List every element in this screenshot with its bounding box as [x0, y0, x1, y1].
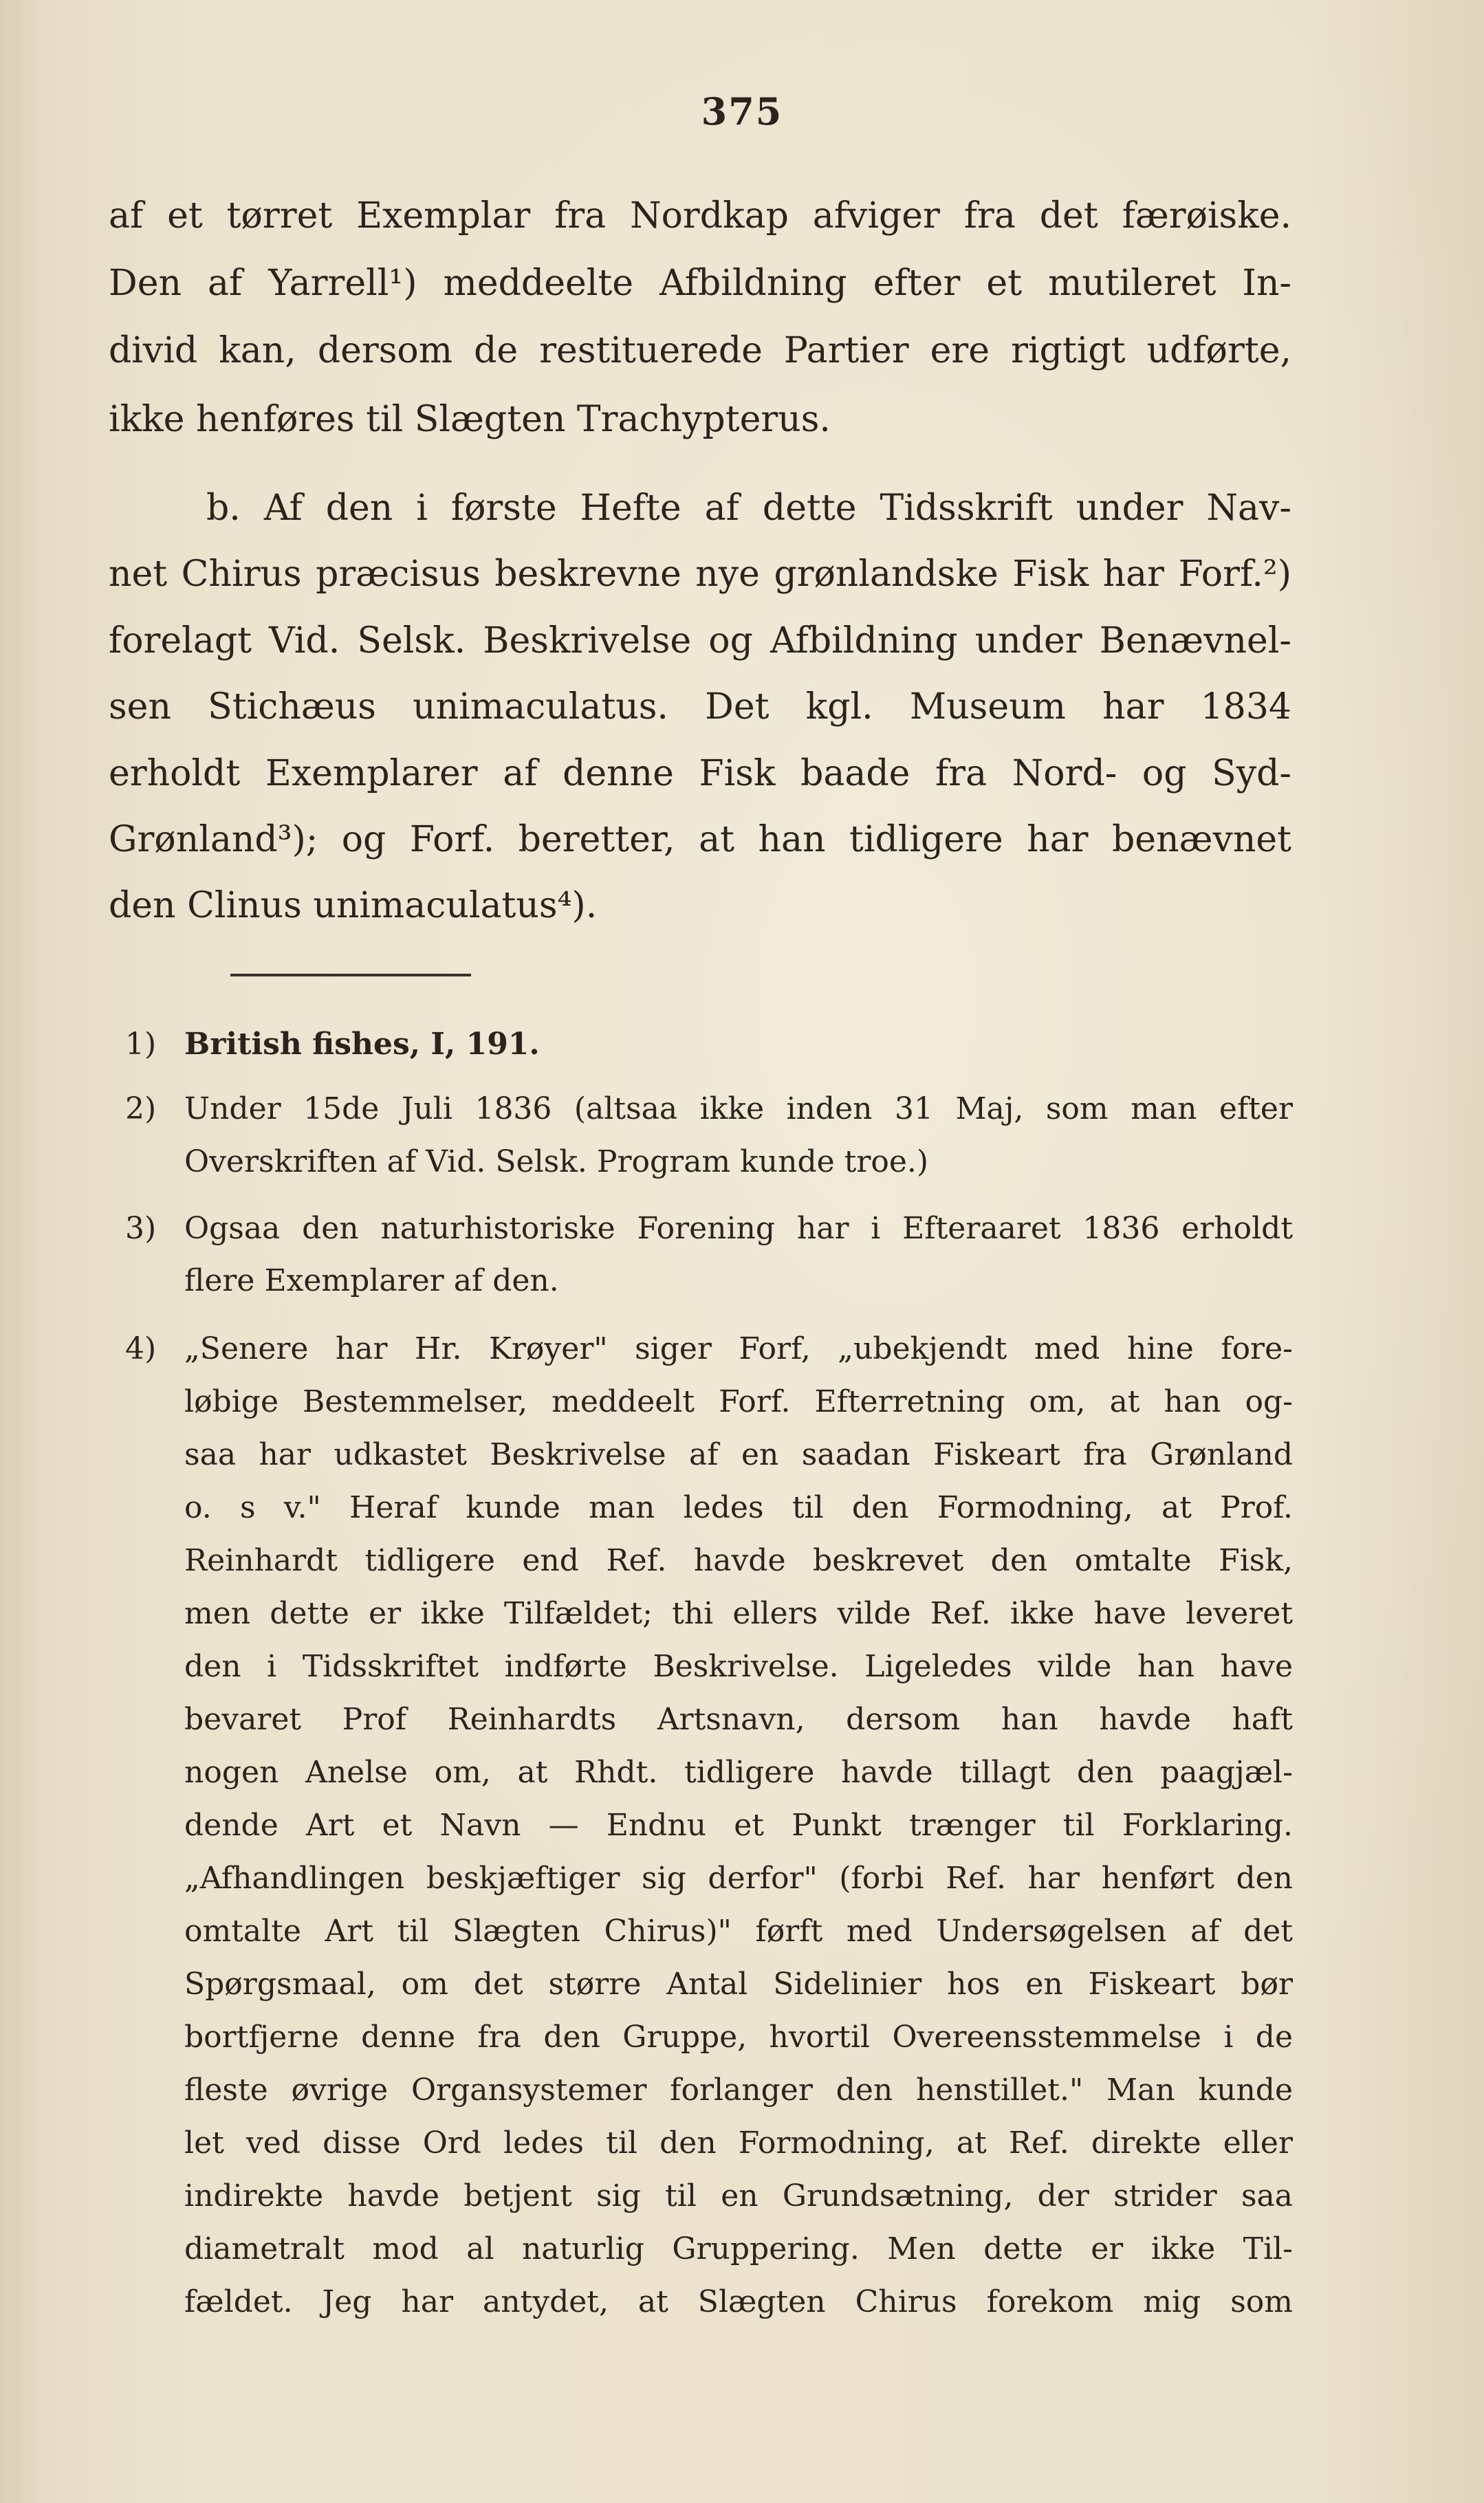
- paragraph-line: erholdt Exemplarer af denne Fisk baade fra Nord- og Syd-: [109, 753, 1291, 794]
- footnote-line: men dette er ikke Tilfældet; thi ellers vilde Ref. ikke have leveret: [184, 1596, 1293, 1631]
- footnote-line: Overskriften af Vid. Selsk. Program kunde troe.): [184, 1144, 929, 1179]
- footnote-line: Under 15de Juli 1836 (altsaa ikke inden 31 Maj, som man efter: [184, 1091, 1293, 1126]
- paragraph-line: divid kan, dersom de restituerede Partier ere rigtigt udførte,: [109, 330, 1291, 371]
- footnote-line: dende Art et Navn — Endnu et Punkt trænger til Forklaring.: [184, 1808, 1293, 1843]
- footnote-line: British fishes, I, 191.: [184, 1027, 540, 1062]
- footnote-line: flere Exemplarer af den.: [184, 1263, 559, 1298]
- paragraph-line: b. Af den i første Hefte af dette Tidsskrift under Nav-: [206, 488, 1291, 529]
- footnote-line: nogen Anelse om, at Rhdt. tidligere havde tillagt den paagjæl-: [184, 1755, 1293, 1790]
- footnote-line: let ved disse Ord ledes til den Formodning, at Ref. direkte eller: [184, 2125, 1293, 2161]
- paragraph-line: af et tørret Exemplar fra Nordkap afviger fra det færøiske.: [109, 195, 1291, 237]
- footnote-divider: [230, 974, 471, 976]
- paragraph-line: Grønland³); og Forf. beretter, at han tidligere har benævnet: [109, 819, 1291, 860]
- footnote-line: den i Tidsskriftet indførte Beskrivelse. Ligeledes vilde han have: [184, 1649, 1293, 1684]
- footnote-line: fældet. Jeg har antydet, at Slægten Chirus forekom mig som: [184, 2284, 1293, 2319]
- footnote-line: løbige Bestemmelser, meddeelt Forf. Efterretning om, at han og-: [184, 1384, 1293, 1419]
- footnote-line: saa har udkastet Beskrivelse af en saadan Fiskeart fra Grønland: [184, 1437, 1293, 1472]
- page-number: 375: [701, 89, 783, 133]
- footnote-line: Ogsaa den naturhistoriske Forening har i Efteraaret 1836 erholdt: [184, 1211, 1293, 1246]
- footnote-line: „Afhandlingen beskjæftiger sig derfor" (forbi Ref. har henført den: [184, 1861, 1293, 1896]
- footnote-line: diametralt mod al naturlig Gruppering. Men dette er ikke Til-: [184, 2231, 1293, 2266]
- footnote-line: „Senere har Hr. Krøyer" siger Forf, „ubekjendt med hine fore-: [184, 1331, 1293, 1366]
- footnote-marker: 3): [125, 1211, 157, 1246]
- paragraph-line: den Clinus unimaculatus⁴).: [109, 885, 598, 926]
- footnote-line: fleste øvrige Organsystemer forlanger den henstillet." Man kunde: [184, 2073, 1293, 2108]
- footnote-marker: 1): [125, 1027, 157, 1062]
- footnote-marker: 2): [125, 1091, 157, 1126]
- footnote-line: Spørgsmaal, om det større Antal Sidelinier hos en Fiskeart bør: [184, 1967, 1293, 2002]
- paragraph-line: Den af Yarrell¹) meddeelte Afbildning efter et mutileret In-: [109, 263, 1291, 304]
- paragraph-line: ikke henføres til Slægten Trachypterus.: [109, 399, 831, 440]
- footnote-line: bevaret Prof Reinhardts Artsnavn, dersom han havde haft: [184, 1702, 1293, 1737]
- paragraph-line: forelagt Vid. Selsk. Beskrivelse og Afbildning under Benævnel-: [109, 620, 1291, 662]
- footnote-line: o. s v." Heraf kunde man ledes til den Formodning, at Prof.: [184, 1490, 1293, 1525]
- footnote-marker: 4): [125, 1331, 157, 1366]
- paragraph-line: net Chirus præcisus beskrevne nye grønlandske Fisk har Forf.²): [109, 554, 1291, 595]
- footnote-line: omtalte Art til Slægten Chirus)" førft med Undersøgelsen af det: [184, 1914, 1293, 1949]
- footnote-line: Reinhardt tidligere end Ref. havde beskrevet den omtalte Fisk,: [184, 1543, 1293, 1578]
- footnote-line: bortfjerne denne fra den Gruppe, hvortil Overeensstemmelse i de: [184, 2020, 1293, 2055]
- paragraph-line: sen Stichæus unimaculatus. Det kgl. Museum har 1834: [109, 686, 1291, 728]
- footnote-line: indirekte havde betjent sig til en Grundsætning, der strider saa: [184, 2178, 1293, 2214]
